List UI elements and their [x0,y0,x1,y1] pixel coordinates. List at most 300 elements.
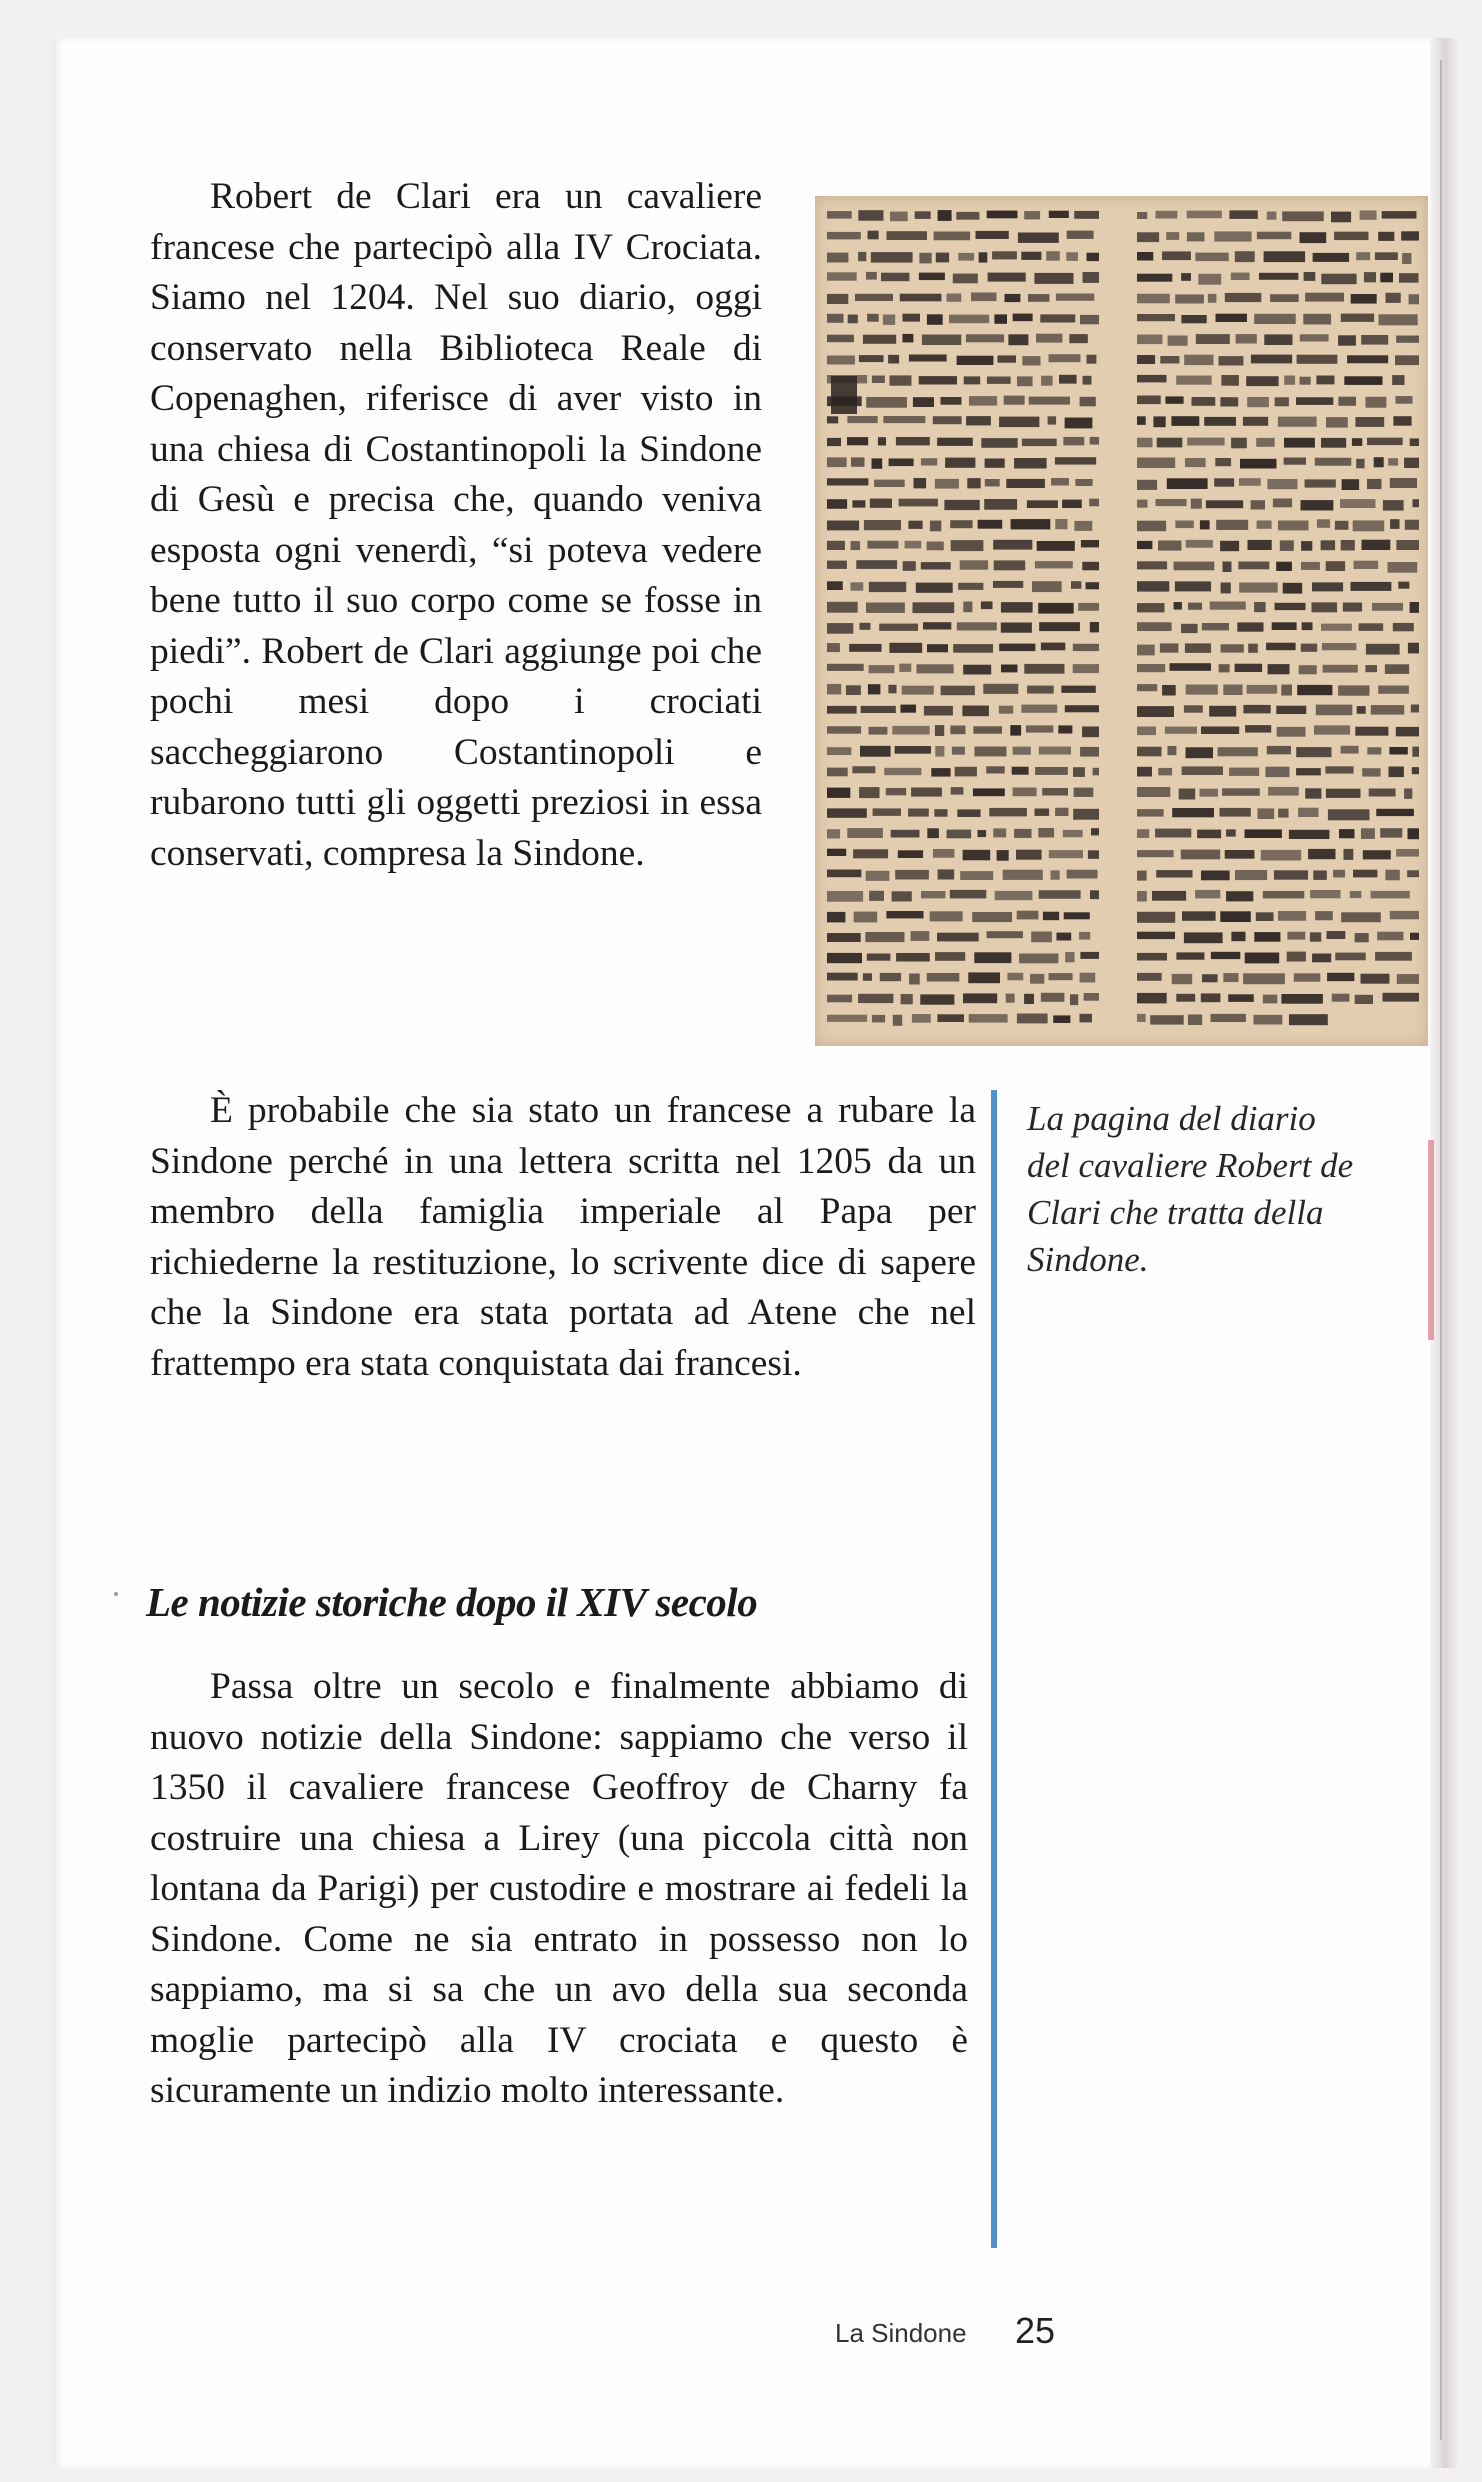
manuscript-ink-stroke [1160,356,1179,364]
manuscript-ink-stroke [880,973,901,981]
manuscript-ink-stroke [1022,356,1040,365]
manuscript-ink-stroke [1037,541,1075,551]
manuscript-ink-stroke [1055,808,1068,816]
manuscript-ink-stroke [1263,891,1305,898]
manuscript-ink-stroke [1201,993,1221,1002]
manuscript-ink-stroke [1036,334,1062,343]
manuscript-ink-stroke [1401,231,1419,240]
manuscript-ink-stroke [1187,211,1222,219]
manuscript-ink-stroke [1335,953,1365,961]
manuscript-ink-stroke [869,891,884,901]
manuscript-ink-stroke [1090,437,1099,445]
manuscript-ink-stroke [874,480,905,487]
manuscript-ink-stroke [1089,499,1099,507]
manuscript-ink-stroke [827,294,848,304]
manuscript-ink-stroke [1398,582,1409,589]
manuscript-ink-stroke [1196,334,1230,344]
manuscript-ink-stroke [986,766,1005,773]
manuscript-ink-stroke [1181,315,1206,323]
manuscript-ink-stroke [1040,314,1075,322]
manuscript-ink-stroke [1078,603,1099,611]
manuscript-ink-stroke [1179,789,1196,800]
manuscript-ink-stroke [1137,396,1161,405]
manuscript-ink-stroke [908,521,922,529]
manuscript-ink-stroke [1251,355,1292,364]
manuscript-ink-stroke [827,747,851,755]
manuscript-ink-stroke [827,788,850,798]
manuscript-ink-stroke [869,727,888,735]
manuscript-ink-stroke [902,334,913,343]
manuscript-ink-stroke [1248,644,1258,653]
manuscript-ink-stroke [1061,686,1095,693]
manuscript-ink-stroke [1296,397,1333,405]
manuscript-ink-stroke [1278,911,1306,921]
manuscript-ink-stroke [1235,664,1263,672]
manuscript-ink-stroke [944,500,979,510]
manuscript-ink-stroke [1195,253,1228,262]
manuscript-ink-stroke [1137,932,1175,939]
manuscript-ink-stroke [924,706,953,716]
manuscript-ink-stroke [1408,643,1419,654]
manuscript-ink-stroke [1259,273,1298,280]
manuscript-ink-stroke [1283,583,1303,594]
manuscript-ink-stroke [1278,417,1317,427]
manuscript-ink-stroke [1404,458,1419,468]
manuscript-ink-stroke [1263,995,1277,1004]
manuscript-ink-stroke [1165,727,1197,734]
manuscript-ink-stroke [1088,850,1099,859]
manuscript-ink-stroke [960,871,993,880]
manuscript-ink-stroke [1300,232,1327,243]
manuscript-ink-stroke [1267,746,1291,754]
manuscript-ink-stroke [1158,541,1182,551]
manuscript-ink-stroke [1160,643,1179,652]
manuscript-ink-stroke [827,416,838,423]
manuscript-ink-stroke [869,582,906,592]
manuscript-ink-stroke [827,499,847,509]
manuscript-ink-stroke [957,622,997,630]
manuscript-ink-stroke [1056,294,1094,301]
manuscript-ink-stroke [1202,623,1229,630]
manuscript-ink-stroke [1024,211,1040,219]
manuscript-ink-stroke [1182,911,1216,921]
manuscript-ink-stroke [937,438,973,446]
manuscript-ink-stroke [1174,602,1182,610]
manuscript-ink-stroke [963,850,991,861]
manuscript-ink-stroke [1412,747,1419,757]
manuscript-ink-stroke [911,788,942,797]
manuscript-ink-stroke [889,459,914,467]
manuscript-ink-stroke [1254,602,1266,612]
manuscript-ink-stroke [1281,994,1323,1004]
manuscript-ink-stroke [1287,952,1306,962]
manuscript-ink-stroke [1065,418,1093,429]
manuscript-ink-stroke [1220,397,1238,406]
manuscript-ink-stroke [1254,314,1296,324]
manuscript-ink-stroke [1214,478,1234,486]
manuscript-ink-stroke [1137,1014,1146,1022]
manuscript-ink-stroke [872,376,885,384]
manuscript-ink-stroke [958,583,983,590]
manuscript-ink-stroke [987,211,1018,219]
manuscript-ink-stroke [1220,541,1239,551]
manuscript-ink-stroke [851,541,861,550]
manuscript-ink-stroke [1332,994,1350,1002]
manuscript-ink-stroke [1074,521,1092,531]
manuscript-ink-stroke [1187,232,1205,241]
manuscript-ink-stroke [967,478,980,488]
manuscript-ink-stroke [1181,624,1198,633]
manuscript-ink-stroke [1156,211,1178,219]
manuscript-ink-stroke [827,272,857,280]
heading-dot [114,1592,118,1596]
manuscript-ink-stroke [1379,314,1418,325]
manuscript-ink-stroke [1073,767,1085,777]
manuscript-ink-stroke [1024,994,1034,1004]
manuscript-ink-stroke [1150,1015,1184,1024]
manuscript-ink-stroke [1219,664,1230,672]
manuscript-ink-stroke [1245,725,1271,733]
manuscript-ink-stroke [1325,766,1353,773]
manuscript-ink-stroke [1137,727,1156,736]
manuscript-ink-stroke [1390,911,1419,919]
manuscript-ink-stroke [1039,622,1080,631]
manuscript-ink-stroke [1010,725,1021,736]
manuscript-ink-stroke [878,437,886,445]
manuscript-ink-stroke [1080,952,1099,959]
manuscript-ink-stroke [827,232,861,240]
manuscript-ink-stroke [945,458,975,468]
manuscript-ink-stroke [1267,479,1297,489]
manuscript-ink-stroke [972,912,1012,922]
manuscript-ink-stroke [973,726,1002,733]
manuscript-ink-stroke [933,416,962,424]
manuscript-ink-stroke [1362,768,1380,776]
manuscript-ink-stroke [1344,849,1354,860]
manuscript-ink-stroke [827,995,852,1003]
manuscript-ink-stroke [1254,932,1280,942]
manuscript-text-scan [815,196,1428,1046]
manuscript-ink-stroke [827,726,861,734]
manuscript-ink-stroke [981,438,1017,448]
manuscript-ink-stroke [1067,870,1098,879]
manuscript-ink-stroke [886,911,923,918]
manuscript-ink-stroke [1226,829,1236,836]
manuscript-ink-stroke [1270,294,1299,302]
manuscript-ink-stroke [901,705,917,713]
manuscript-ink-stroke [1137,335,1163,345]
manuscript-ink-stroke [1195,890,1220,899]
manuscript-ink-stroke [933,849,955,858]
manuscript-ink-stroke [919,253,931,264]
manuscript-ink-stroke [985,479,1000,487]
manuscript-ink-stroke [1188,1015,1202,1026]
manuscript-ink-stroke [1013,747,1031,755]
manuscript-ink-stroke [953,644,993,653]
manuscript-ink-stroke [827,438,841,446]
manuscript-ink-stroke [1137,375,1167,383]
manuscript-ink-stroke [1028,294,1049,302]
manuscript-ink-stroke [1080,747,1099,757]
manuscript-ink-stroke [1301,541,1312,551]
manuscript-ink-stroke [1297,355,1338,364]
manuscript-ink-stroke [1225,850,1255,859]
manuscript-ink-stroke [1176,376,1212,385]
manuscript-ink-stroke [1245,953,1280,964]
manuscript-ink-stroke [827,664,864,671]
manuscript-ink-stroke [849,644,881,652]
manuscript-ink-stroke [899,664,911,672]
manuscript-ink-stroke [1273,499,1292,508]
manuscript-ink-stroke [935,479,959,489]
manuscript-ink-stroke [1137,829,1149,838]
manuscript-ink-stroke [975,747,1007,757]
manuscript-ink-stroke [1390,478,1417,488]
manuscript-page-image [815,196,1428,1046]
manuscript-ink-stroke [827,849,846,856]
paragraph-robert-de-clari: Robert de Clari era un cavaliere francese che partecipò alla IV Crociata. Siamo nel 1204. Nel suo diario, oggi conservato nella Biblioteca Reale di Copenaghen, riferisce di aver visto in una chiesa di Costantinopoli la Sindone di Gesù e precisa che, quando veniva esposta ogni venerdì, “si poteva vedere bene tutto il suo corpo come se fosse in piedi”. Robert de Clari aggiunge poi che pochi mesi dopo i crociati saccheggiarono Costantinopoli e rubarono tutti gli oggetti preziosi in essa conservati, compresa la Sindone. [150,176,762,874]
manuscript-ink-stroke [1175,521,1193,529]
manuscript-ink-stroke [950,520,972,528]
manuscript-ink-stroke [1353,520,1385,531]
manuscript-ink-stroke [1206,500,1243,508]
manuscript-ink-stroke [891,830,920,838]
manuscript-ink-stroke [1221,583,1231,594]
manuscript-ink-stroke [956,212,979,220]
manuscript-ink-stroke [892,891,912,901]
manuscript-ink-stroke [1073,809,1099,820]
figure-caption: La pagina del diario del cavaliere Robert de Clari che tratta della Sindone. [1027,1099,1354,1279]
manuscript-ink-stroke [927,542,944,551]
manuscript-ink-stroke [1084,993,1099,1001]
manuscript-ink-stroke [1093,768,1099,776]
manuscript-ink-stroke [859,355,884,362]
manuscript-ink-stroke [1039,747,1071,755]
manuscript-ink-stroke [866,603,905,613]
manuscript-ink-stroke [1264,334,1292,345]
manuscript-ink-stroke [1075,479,1092,486]
manuscript-ink-stroke [920,994,954,1004]
manuscript-ink-stroke [1018,233,1059,243]
manuscript-ink-stroke [1371,705,1404,715]
manuscript-ink-stroke [978,830,987,837]
manuscript-ink-stroke [1339,829,1355,838]
manuscript-ink-stroke [860,746,891,757]
manuscript-ink-stroke [981,601,993,609]
manuscript-ink-stroke [1014,458,1047,469]
manuscript-ink-stroke [859,787,879,798]
manuscript-ink-stroke [1321,274,1356,285]
manuscript-ink-stroke [1284,376,1295,385]
manuscript-ink-stroke [1137,684,1157,691]
manuscript-ink-stroke [1287,932,1305,940]
manuscript-ink-stroke [1065,952,1074,962]
manuscript-ink-stroke [1216,520,1248,530]
paragraph-french-theft: È probabile che sia stato un francese a rubare la Sindone perché in una lettera scritta nel 1205 da un membro della famiglia imperiale al Papa per richiederne la restituzione, lo scrivente dice di sapere che la Sindone era stata portata ad Atene che nel frattempo era stata conquistata dai francesi. [150,1090,976,1384]
manuscript-ink-stroke [1282,211,1324,221]
manuscript-ink-stroke [1079,932,1090,940]
manuscript-ink-stroke [1034,273,1073,284]
manuscript-ink-stroke [1366,397,1387,408]
manuscript-ink-stroke [866,871,890,881]
manuscript-ink-stroke [1073,664,1099,673]
manuscript-ink-stroke [1341,540,1355,551]
manuscript-ink-stroke [1248,540,1272,550]
manuscript-ink-stroke [934,232,971,241]
manuscript-ink-stroke [1049,354,1081,362]
manuscript-ink-stroke [888,685,896,694]
manuscript-ink-stroke [1051,870,1060,879]
paragraph-geoffroy-de-charny: Passa oltre un secolo e finalmente abbiamo di nuovo notizie della Sindone: sappiamo che verso il 1350 il cavaliere francese Geoffroy de Charny fa costruire una chiesa a Lirey (una piccola città non lontana da Parigi) per custodire e mostrare ai fedeli la Sindone. Come ne sia entrato in possesso non lo sappiamo, ma si sa che un avo della sua seconda moglie partecipò alla IV crociata e questo è sicuramente un indizio molto interessante. [150,1666,968,2111]
manuscript-ink-stroke [1294,973,1321,981]
manuscript-ink-stroke [1310,890,1340,898]
manuscript-ink-stroke [1090,622,1099,632]
manuscript-ink-stroke [1137,294,1170,304]
manuscript-ink-stroke [1333,870,1345,878]
manuscript-ink-stroke [1396,396,1413,404]
manuscript-ink-stroke [1026,725,1053,732]
manuscript-ink-stroke [1404,788,1412,799]
manuscript-ink-stroke [1275,397,1289,406]
manuscript-ink-stroke [927,314,943,325]
manuscript-ink-stroke [1317,519,1330,528]
manuscript-ink-stroke [1316,376,1334,385]
manuscript-ink-stroke [868,684,881,694]
manuscript-ink-stroke [1049,973,1073,980]
manuscript-ink-stroke [963,602,972,613]
page-edge-tint [1428,1140,1434,1340]
manuscript-ink-stroke [1210,602,1246,610]
manuscript-ink-stroke [1355,417,1384,427]
manuscript-ink-stroke [1174,562,1215,571]
manuscript-ink-stroke [1001,602,1033,613]
manuscript-ink-stroke [1003,870,1043,880]
manuscript-ink-stroke [1041,993,1065,1002]
manuscript-ink-stroke [1137,581,1169,591]
manuscript-ink-stroke [963,665,991,675]
manuscript-ink-stroke [1069,334,1088,343]
manuscript-ink-stroke [1382,211,1417,219]
manuscript-ink-stroke [1209,706,1236,717]
manuscript-ink-stroke [896,437,930,445]
manuscript-ink-stroke [869,665,895,673]
manuscript-ink-stroke [1041,643,1065,651]
manuscript-ink-stroke [1137,953,1167,961]
manuscript-ink-stroke [1289,830,1330,839]
manuscript-ink-stroke [1327,973,1354,981]
caption-rule [991,1090,997,2248]
manuscript-ink-stroke [1137,355,1155,364]
manuscript-ink-stroke [895,870,929,880]
manuscript-ink-stroke [1137,767,1152,777]
manuscript-ink-stroke [827,706,857,714]
manuscript-ink-stroke [1388,562,1418,573]
manuscript-ink-stroke [1024,664,1064,674]
manuscript-ink-stroke [1181,850,1220,860]
manuscript-ink-stroke [917,664,954,673]
manuscript-ink-stroke [1351,294,1377,304]
manuscript-ink-stroke [968,972,1000,983]
manuscript-ink-stroke [1063,830,1083,837]
manuscript-ink-stroke [1378,686,1409,694]
manuscript-ink-stroke [1267,212,1277,220]
manuscript-ink-stroke [915,211,931,219]
manuscript-ink-stroke [1228,994,1254,1002]
manuscript-ink-stroke [827,1015,867,1022]
manuscript-ink-stroke [896,953,930,962]
manuscript-ink-stroke [941,686,975,696]
manuscript-ink-stroke [1247,685,1278,694]
manuscript-ink-stroke [827,335,854,343]
manuscript-ink-stroke [863,973,872,981]
section-heading: Le notizie storiche dopo il XIV secolo [146,1579,758,1625]
manuscript-ink-stroke [930,521,941,532]
manuscript-ink-stroke [1353,870,1377,878]
manuscript-ink-stroke [827,253,848,263]
manuscript-ink-stroke [1184,932,1223,943]
manuscript-ink-stroke [1354,561,1379,569]
manuscript-ink-stroke [1239,583,1278,593]
manuscript-ink-stroke [927,644,948,652]
manuscript-ink-stroke [1214,231,1251,241]
manuscript-ink-stroke [1221,644,1244,652]
manuscript-ink-stroke [1355,995,1373,1004]
manuscript-ink-stroke [923,622,951,629]
manuscript-ink-stroke [1186,685,1218,695]
manuscript-ink-stroke [1276,562,1292,571]
manuscript-ink-stroke [1184,355,1213,365]
manuscript-ink-stroke [1276,706,1306,714]
manuscript-ink-stroke [1086,582,1100,589]
manuscript-ink-stroke [827,768,848,777]
manuscript-ink-stroke [1362,540,1391,550]
manuscript-ink-stroke [1240,459,1277,469]
manuscript-ink-stroke [950,890,987,899]
manuscript-ink-stroke [1080,973,1096,983]
manuscript-ink-stroke [827,211,852,219]
manuscript-ink-stroke [1284,438,1315,448]
manuscript-ink-stroke [867,541,898,549]
manuscript-ink-stroke [1022,439,1057,447]
manuscript-ink-stroke [1004,396,1025,405]
manuscript-ink-stroke [911,931,930,941]
manuscript-ink-stroke [935,952,965,961]
manuscript-ink-stroke [1392,375,1404,385]
manuscript-ink-stroke [1035,561,1073,568]
manuscript-ink-stroke [1257,521,1272,529]
manuscript-ink-stroke [1356,459,1364,469]
manuscript-ink-stroke [921,891,945,898]
manuscript-ink-stroke [827,623,853,634]
manuscript-ink-stroke [1316,705,1353,716]
manuscript-ink-stroke [1165,396,1183,403]
manuscript-ink-stroke [827,478,868,485]
manuscript-ink-stroke [1383,500,1404,511]
manuscript-ink-stroke [951,787,964,795]
manuscript-ink-stroke [1257,232,1291,240]
manuscript-ink-stroke [1246,376,1278,386]
manuscript-ink-stroke [1314,725,1350,734]
manuscript-ink-stroke [1256,438,1275,447]
manuscript-ink-stroke [1305,293,1344,302]
manuscript-ink-stroke [999,644,1035,652]
manuscript-ink-stroke [1322,643,1357,650]
manuscript-ink-stroke [901,994,913,1004]
manuscript-ink-stroke [1302,622,1313,630]
manuscript-ink-stroke [851,582,864,590]
manuscript-ink-stroke [853,849,888,858]
manuscript-ink-stroke [1016,850,1042,860]
